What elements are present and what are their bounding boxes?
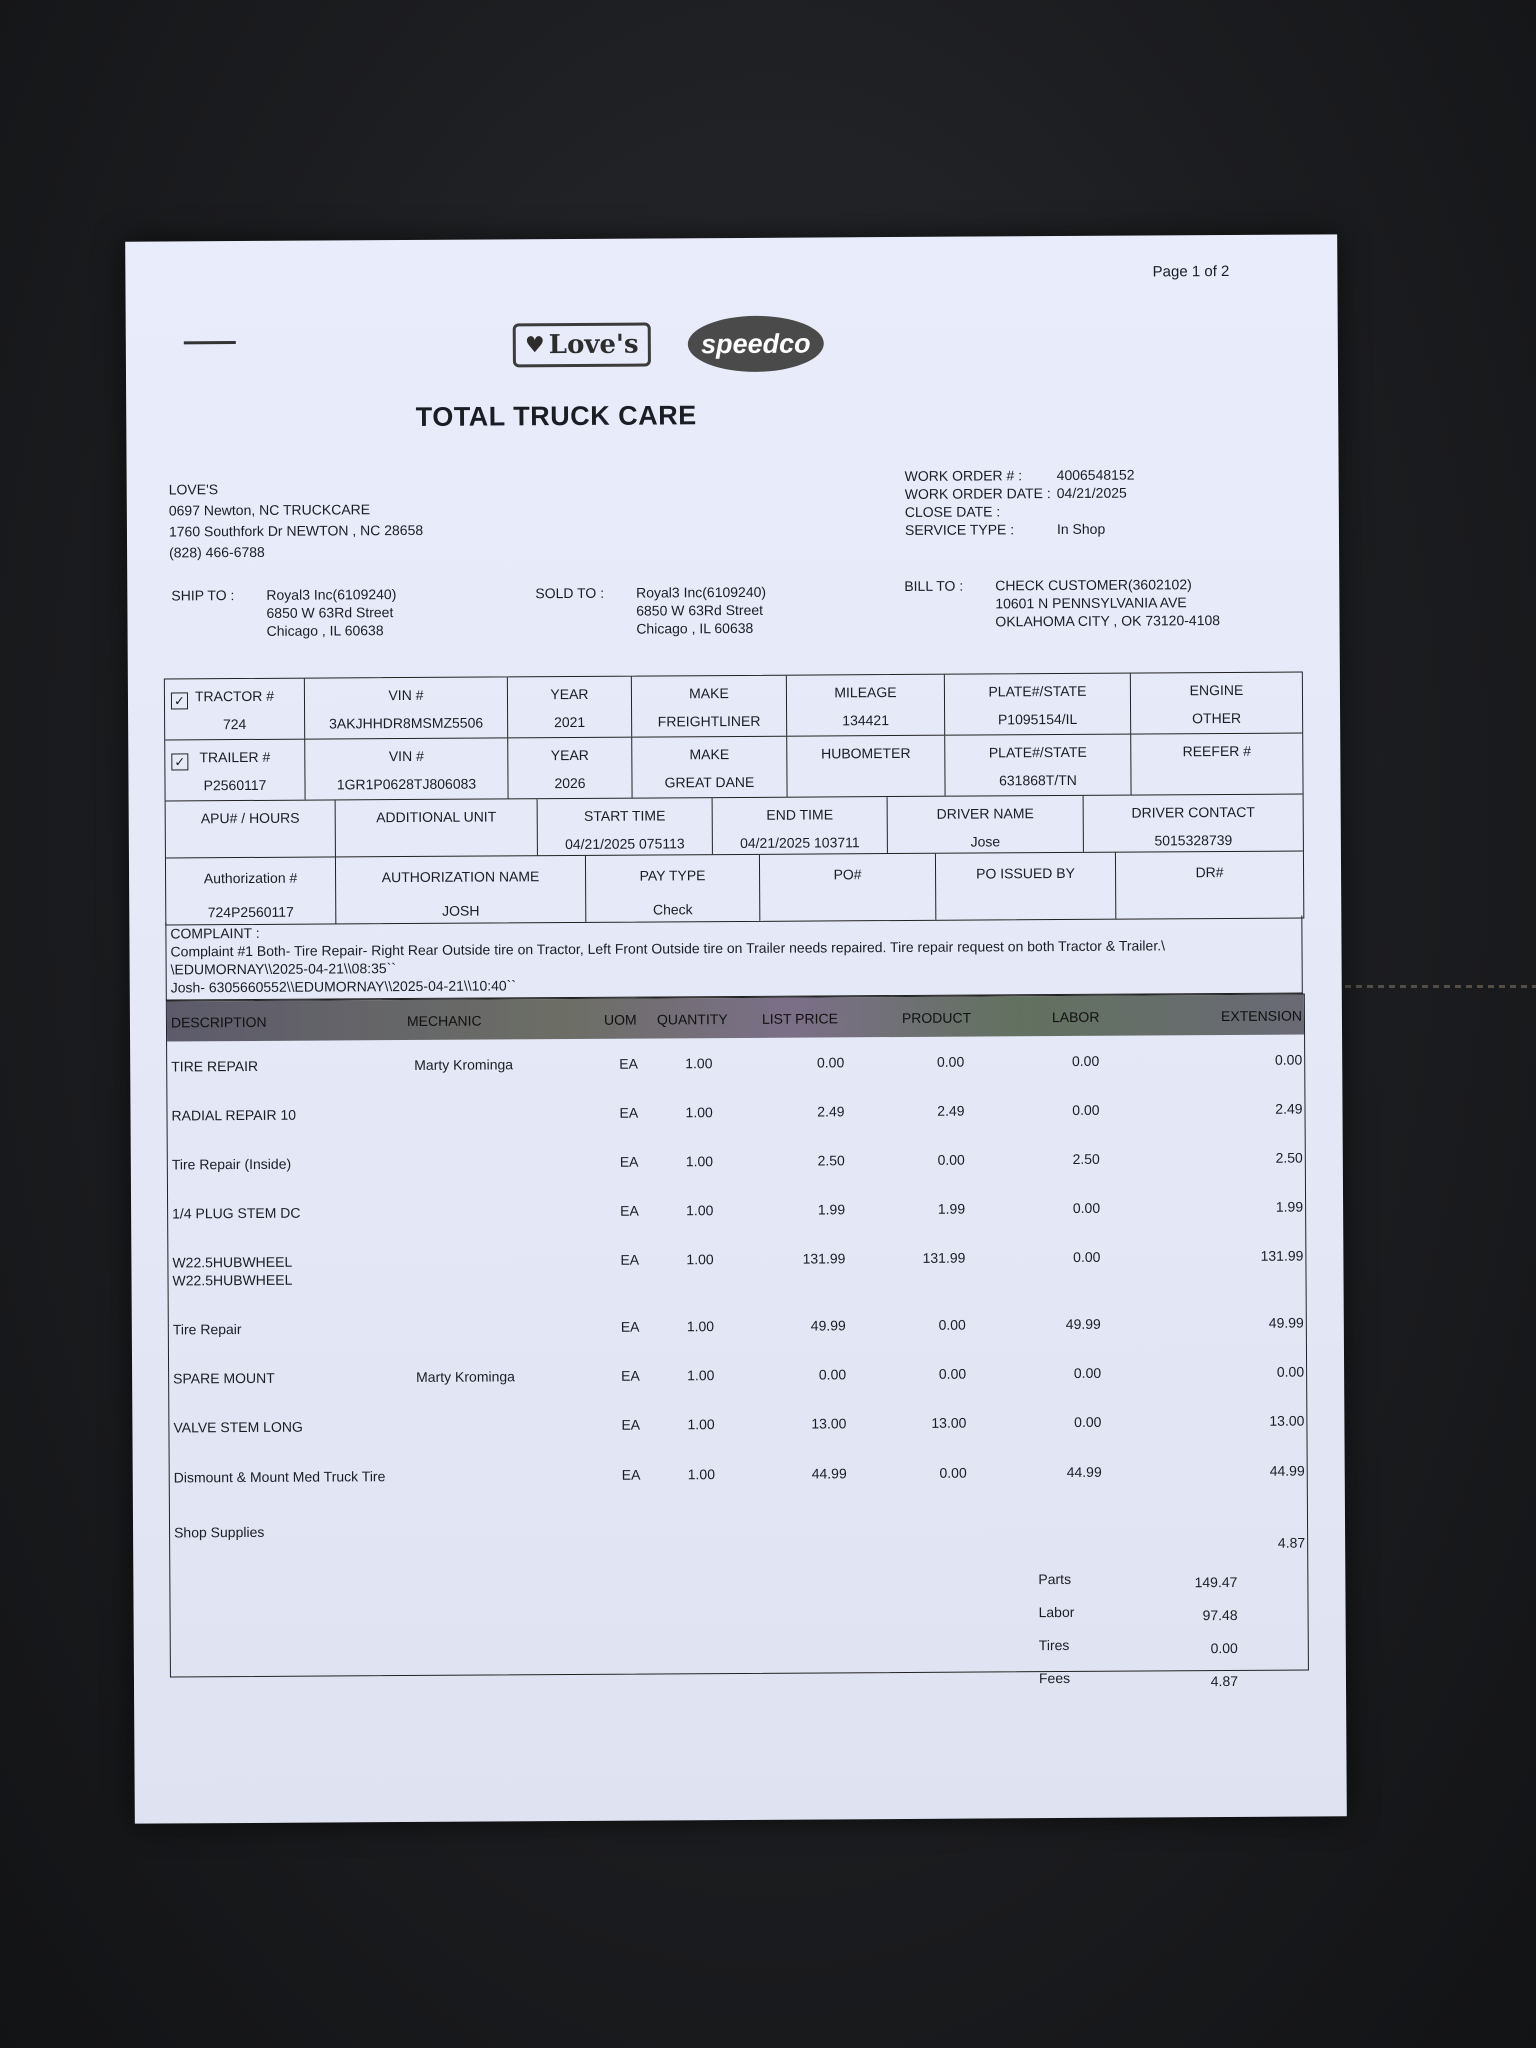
cell-list: 13.00 — [811, 1415, 847, 1432]
driver-contact-cell — [1084, 795, 1303, 852]
work-order-info — [905, 466, 1135, 539]
speedco-logo: speedco — [688, 315, 824, 372]
additional-unit-value — [336, 836, 537, 837]
loves-logo — [513, 323, 651, 368]
cell-qty: 1.00 — [685, 1104, 713, 1121]
total-row — [171, 1669, 1308, 1690]
cell-prod: 0.00 — [938, 1365, 967, 1382]
cell-labor: 49.99 — [1065, 1315, 1101, 1332]
tractor-make-cell — [632, 676, 787, 737]
col-quantity: QUANTITY — [656, 1011, 728, 1028]
trailer-reefer-cell — [1131, 734, 1302, 795]
po-number-header: PO# — [833, 866, 862, 883]
cell-list: 1.99 — [817, 1201, 846, 1218]
cell-desc: VALVE STEM LONG — [173, 1418, 303, 1436]
tractor-vin-cell — [305, 677, 508, 738]
tractor-year-cell — [508, 677, 632, 738]
trailer-make: GREAT DANE — [664, 773, 755, 791]
sold-to-label: SOLD TO : — [535, 584, 605, 602]
tractor-make-header: MAKE — [689, 685, 729, 702]
line-items-header — [167, 995, 1304, 1042]
col-uom: UOM — [603, 1011, 637, 1028]
dr-number-header: DR# — [1195, 864, 1224, 881]
complaint-line3: Josh- 6305660552\\EDUMORNAY\\2025-04-21\\10:40`` — [170, 977, 517, 996]
trailer-year-cell — [508, 738, 632, 799]
total-row — [170, 1570, 1307, 1591]
cell-labor: 0.00 — [1072, 1199, 1101, 1216]
shop-line2: 1760 Southfork Dr NEWTON , NC 28658 — [168, 521, 424, 540]
close-date-label: CLOSE DATE : — [904, 503, 1001, 520]
cell-desc: W22.5HUBWHEEL — [172, 1253, 293, 1271]
driver-name: Jose — [970, 833, 1001, 850]
cell-desc: SPARE MOUNT — [173, 1369, 275, 1387]
cell-list: 44.99 — [811, 1465, 847, 1482]
vehicle-grid — [164, 672, 1304, 926]
ship-to-line3: Chicago , IL 60638 — [266, 622, 384, 639]
time-row — [166, 795, 1303, 859]
cell-labor: 0.00 — [1073, 1364, 1102, 1381]
complaint-label: COMPLAINT : — [170, 924, 260, 942]
authorization-row — [166, 852, 1303, 925]
cell-qty: 1.00 — [686, 1318, 715, 1335]
tractor-number: 724 — [222, 715, 247, 733]
end-time: 04/21/2025 103711 — [739, 834, 860, 851]
cell-prod: 1.99 — [937, 1200, 966, 1217]
cell-ext: 0.00 — [1274, 1051, 1303, 1068]
total-value: 4.87 — [1210, 1672, 1239, 1690]
apu-cell — [166, 800, 336, 857]
apu-header: APU# / HOURS — [200, 809, 300, 827]
cell-prod: 2.49 — [937, 1102, 965, 1119]
cell-list: 49.99 — [810, 1317, 846, 1334]
trailer-plate-header: PLATE#/STATE — [988, 743, 1087, 761]
cell-ext: 44.99 — [1269, 1462, 1305, 1479]
heart-icon: ♥ — [524, 332, 545, 359]
table-row — [169, 1351, 1306, 1387]
cell-desc: RADIAL REPAIR 10 — [171, 1106, 297, 1124]
cell-labor: 2.50 — [1072, 1150, 1100, 1167]
table-row — [169, 1400, 1306, 1436]
wo-date: 04/21/2025 — [1056, 484, 1127, 502]
tractor-make: FREIGHTLINER — [657, 712, 761, 730]
col-list-price: LIST PRICE — [761, 1010, 838, 1027]
driver-name-cell — [888, 796, 1084, 853]
tractor-engine-header: ENGINE — [1189, 681, 1244, 699]
table-row — [168, 1137, 1305, 1173]
apu-value — [166, 837, 335, 838]
tractor-vin-header: VIN # — [388, 686, 424, 704]
cell-uom: EA — [620, 1251, 640, 1268]
cell-desc: Tire Repair (Inside) — [171, 1155, 292, 1173]
auth-name-header: AUTHORIZATION NAME — [381, 868, 540, 886]
tractor-checkbox: ✓ — [171, 692, 188, 709]
cell-prod: 0.00 — [937, 1151, 965, 1168]
auth-number: 724P2560117 — [207, 903, 294, 921]
tractor-engine-cell — [1131, 673, 1302, 734]
trailer-number: P2560117 — [203, 776, 267, 794]
bill-to-line2: 10601 N PENNSYLVANIA AVE — [995, 594, 1187, 612]
document-title: TOTAL TRUCK CARE — [415, 400, 697, 432]
shop-address — [169, 478, 424, 564]
cell-ext: 0.00 — [1276, 1363, 1305, 1380]
bill-to-label: BILL TO : — [904, 577, 964, 594]
line-items-table — [166, 994, 1309, 1690]
cell-labor: 0.00 — [1071, 1052, 1100, 1069]
auth-name: JOSH — [442, 902, 480, 919]
cell-desc: Dismount & Mount Med Truck Tire — [173, 1468, 386, 1486]
po-issued-cell — [936, 853, 1116, 920]
col-description: DESCRIPTION — [170, 1013, 267, 1031]
auth-name-cell — [336, 856, 586, 924]
complaint-line1: Complaint #1 Both- Tire Repair- Right Rear Outside tire on Tractor, Left Front Outside tire on Trailer needs repaired. Tire repair request on both Tractor & Trailer.\ — [170, 937, 1166, 960]
col-mechanic: MECHANIC — [406, 1012, 482, 1030]
cell-uom: EA — [620, 1318, 640, 1335]
total-value: 97.48 — [1202, 1606, 1238, 1624]
cell-desc: TIRE REPAIR — [171, 1057, 259, 1075]
bill-to-line3: OKLAHOMA CITY , OK 73120-4108 — [995, 612, 1221, 630]
trailer-vin-cell — [305, 738, 508, 799]
shop-supplies-label: Shop Supplies — [174, 1523, 265, 1541]
cell-list: 2.49 — [817, 1103, 845, 1120]
total-label: Labor — [1038, 1603, 1075, 1621]
shop-line1: 0697 Newton, NC TRUCKCARE — [168, 501, 371, 519]
cell-qty: 1.00 — [687, 1367, 715, 1384]
cell-uom: EA — [619, 1055, 638, 1072]
start-time: 04/21/2025 075113 — [564, 835, 685, 853]
cell-uom: EA — [621, 1367, 640, 1384]
cell-list: 0.00 — [818, 1366, 847, 1383]
start-time-cell — [538, 798, 713, 855]
tractor-number-cell — [165, 679, 305, 740]
wo-number-label: WORK ORDER # : — [904, 467, 1023, 484]
trailer-number-cell — [165, 740, 305, 801]
wo-number: 4006548152 — [1056, 466, 1135, 484]
driver-contact: 5015328739 — [1154, 831, 1233, 849]
ship-to-line1: Royal3 Inc(6109240) — [266, 586, 397, 603]
sold-to-line2: 6850 W 63Rd Street — [636, 601, 764, 619]
shop-supplies-value: 4.87 — [1277, 1534, 1306, 1551]
pay-type-header: PAY TYPE — [639, 867, 706, 884]
table-row — [170, 1450, 1307, 1486]
trailer-plate: 631868T/TN — [999, 771, 1077, 789]
trailer-checkbox: ✓ — [171, 753, 188, 770]
tractor-row — [165, 673, 1302, 741]
po-issued-by — [936, 899, 1115, 900]
table-row — [168, 1235, 1305, 1289]
cell-list: 131.99 — [802, 1250, 846, 1267]
tractor-year-header: YEAR — [550, 685, 589, 703]
total-row — [171, 1636, 1308, 1657]
total-label: Tires — [1038, 1636, 1070, 1654]
loves-logo-text: Love's — [548, 329, 639, 361]
trailer-make-cell — [632, 737, 787, 798]
col-labor: LABOR — [1051, 1008, 1100, 1026]
total-label: Fees — [1038, 1669, 1071, 1687]
auth-number-header: Authorization # — [203, 869, 298, 887]
sold-to-line3: Chicago , IL 60638 — [636, 619, 754, 637]
cell-qty: 1.00 — [685, 1055, 713, 1072]
po-issued-header: PO ISSUED BY — [976, 864, 1076, 882]
cell-uom: EA — [620, 1202, 639, 1219]
trailer-make-header: MAKE — [689, 746, 730, 763]
cell-labor: 0.00 — [1072, 1101, 1100, 1118]
cell-prod: 0.00 — [938, 1316, 966, 1333]
driver-contact-header: DRIVER CONTACT — [1131, 803, 1255, 821]
shop-phone: (828) 466-6788 — [169, 543, 265, 561]
work-order-document — [125, 234, 1347, 1823]
trailer-number-header: TRAILER # — [199, 748, 271, 766]
tractor-vin: 3AKJHHDR8MSMZ5506 — [329, 714, 484, 732]
shop-supplies-row — [170, 1505, 1307, 1551]
cell-prod: 0.00 — [936, 1053, 965, 1070]
table-row — [169, 1302, 1306, 1338]
col-product: PRODUCT — [901, 1009, 972, 1026]
pay-type: Check — [652, 901, 693, 918]
cell-uom: EA — [621, 1466, 641, 1483]
pen-mark — [184, 341, 236, 344]
cell-uom: EA — [619, 1104, 639, 1121]
cell-ext: 2.49 — [1275, 1100, 1303, 1117]
cell-ext: 49.99 — [1268, 1314, 1304, 1331]
trailer-year: 2026 — [554, 774, 586, 792]
cell-list: 0.00 — [816, 1054, 845, 1071]
service-type: In Shop — [1056, 520, 1106, 538]
tractor-plate-header: PLATE#/STATE — [988, 682, 1087, 700]
bill-to — [904, 575, 1220, 631]
sold-to-line1: Royal3 Inc(6109240) — [636, 583, 767, 601]
total-value: 0.00 — [1210, 1639, 1238, 1657]
cell-prod: 0.00 — [939, 1464, 967, 1481]
additional-unit-cell — [336, 799, 538, 856]
cell-qty: 1.00 — [686, 1202, 714, 1219]
service-type-label: SERVICE TYPE : — [904, 521, 1015, 538]
cell-labor: 0.00 — [1073, 1248, 1101, 1265]
complaint-box — [165, 916, 1302, 1001]
cell-qty: 1.00 — [685, 1153, 714, 1170]
trailer-hubometer — [787, 773, 944, 774]
ship-to-label: SHIP TO : — [171, 587, 235, 604]
auth-number-cell — [166, 857, 336, 924]
trailer-vin-header: VIN # — [388, 747, 424, 765]
additional-unit-header: ADDITIONAL UNIT — [376, 808, 497, 826]
cell-desc-line2: W22.5HUBWHEEL — [172, 1271, 293, 1289]
tractor-year: 2021 — [553, 713, 586, 731]
table-row — [167, 1088, 1304, 1124]
cell-qty: 1.00 — [687, 1416, 715, 1433]
trailer-reefer-header: REEFER # — [1182, 742, 1252, 760]
cell-ext: 131.99 — [1260, 1247, 1304, 1264]
sold-to — [535, 583, 766, 638]
dr-number-cell — [1116, 852, 1303, 919]
tractor-engine: OTHER — [1192, 709, 1242, 727]
cell-ext: 2.50 — [1275, 1149, 1303, 1166]
tractor-mileage-header: MILEAGE — [834, 684, 897, 701]
trailer-row — [165, 734, 1302, 802]
end-time-header: END TIME — [766, 806, 834, 823]
trailer-reefer — [1131, 771, 1302, 772]
bill-to-line1: CHECK CUSTOMER(3602102) — [995, 576, 1192, 594]
cell-list: 2.50 — [817, 1152, 845, 1169]
trailer-hubometer-cell — [787, 736, 945, 797]
wo-date-label: WORK ORDER DATE : — [904, 485, 1051, 502]
cell-prod: 131.99 — [922, 1249, 966, 1266]
complaint-line2: \EDUMORNAY\\2025-04-21\\08:35`` — [170, 960, 397, 978]
cell-desc: Tire Repair — [172, 1321, 242, 1338]
driver-name-header: DRIVER NAME — [936, 805, 1034, 822]
pay-type-cell — [586, 855, 760, 922]
tractor-plate-cell — [945, 674, 1131, 735]
cell-mech: Marty Krominga — [416, 1368, 515, 1385]
table-row — [168, 1186, 1305, 1222]
po-number — [760, 900, 935, 901]
ship-to-line2: 6850 W 63Rd Street — [266, 604, 394, 621]
seat-stitching — [1345, 985, 1536, 988]
cell-uom: EA — [621, 1416, 641, 1433]
cell-uom: EA — [619, 1153, 639, 1170]
cell-mech: Marty Krominga — [414, 1056, 514, 1073]
trailer-plate-cell — [945, 735, 1131, 796]
po-number-cell — [760, 854, 936, 921]
trailer-hubometer-header: HUBOMETER — [821, 744, 911, 762]
cell-ext: 13.00 — [1269, 1412, 1305, 1429]
col-extension: EXTENSION — [1220, 1007, 1302, 1025]
page-number: Page 1 of 2 — [1152, 262, 1230, 281]
dr-number — [1116, 898, 1303, 899]
tractor-plate: P1095154/IL — [997, 710, 1078, 728]
end-time-cell — [713, 797, 888, 854]
cell-labor: 0.00 — [1074, 1413, 1102, 1430]
start-time-header: START TIME — [583, 807, 666, 824]
total-value: 149.47 — [1194, 1573, 1238, 1591]
cell-qty: 1.00 — [686, 1251, 714, 1268]
trailer-year-header: YEAR — [550, 746, 589, 764]
cell-labor: 44.99 — [1066, 1463, 1102, 1480]
cell-qty: 1.00 — [687, 1466, 716, 1483]
cell-prod: 13.00 — [931, 1414, 967, 1431]
cell-desc: 1/4 PLUG STEM DC — [172, 1204, 301, 1222]
total-label: Parts — [1038, 1570, 1072, 1588]
cell-ext: 1.99 — [1275, 1198, 1304, 1215]
tractor-number-header: TRACTOR # — [194, 687, 275, 705]
total-row — [171, 1603, 1308, 1624]
shop-name: LOVE'S — [168, 481, 219, 498]
ship-to — [171, 585, 396, 640]
trailer-vin: 1GR1P0628TJ806083 — [336, 775, 477, 793]
tractor-mileage-cell — [787, 675, 945, 736]
tractor-mileage: 134421 — [842, 712, 890, 729]
